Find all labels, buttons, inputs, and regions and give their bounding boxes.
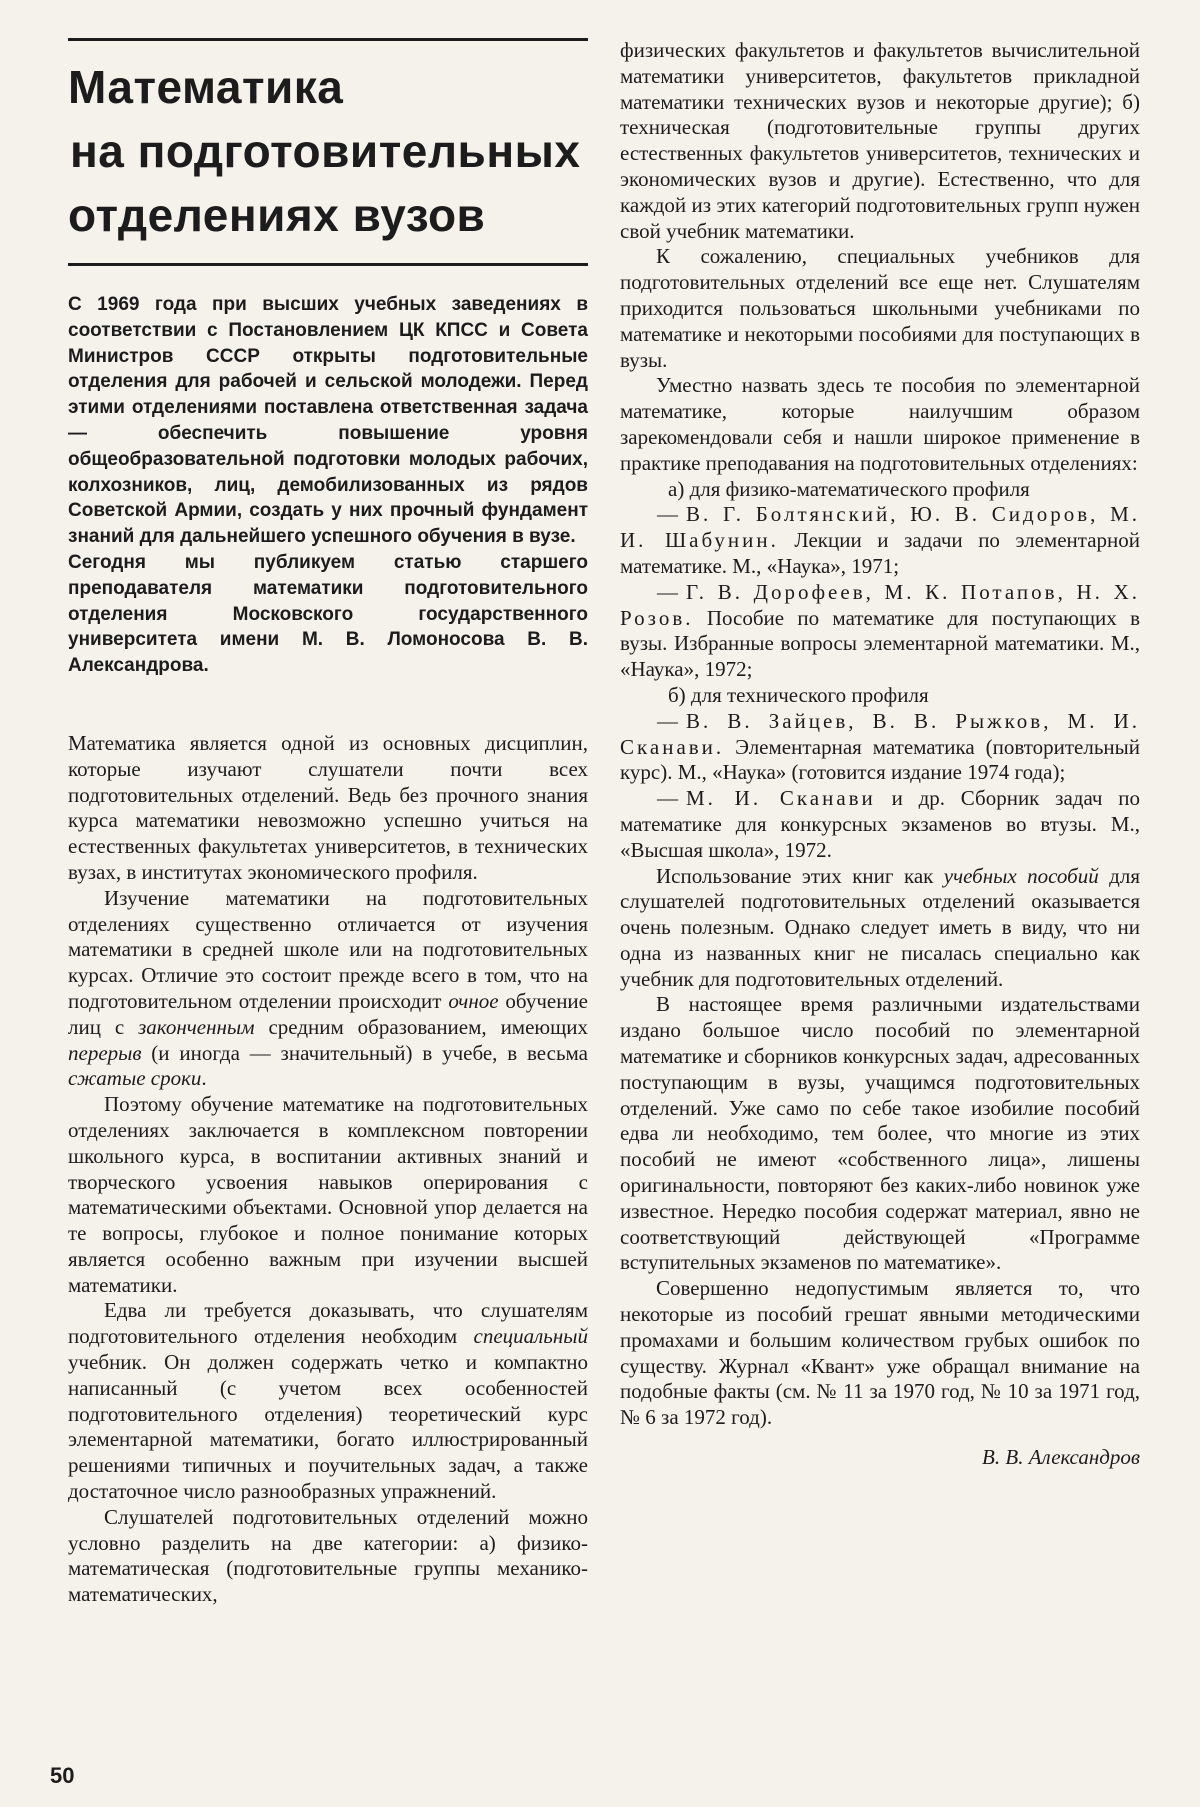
- book-entry-1: [620, 502, 1140, 579]
- right-paragraph-6: Совершенно недопустимым является то, что некоторые из пособий грешат явными методическими промахами и большим количеством грубых ошибок по существу. Журнал «Квант» уже обращал внимание на подобные факты (см. № 11 за 1970 год, № 10 за 1971 год, № 6 за 1972 год).: [620, 1276, 1140, 1430]
- right-column: [620, 38, 1140, 1470]
- book-entry-3: [620, 709, 1140, 786]
- text-run: обучение лиц с: [68, 988, 588, 1039]
- title-line-2: на подготовительных: [70, 125, 581, 177]
- dash: —: [657, 579, 678, 604]
- right-body-text: [620, 38, 1140, 1431]
- left-column: [68, 38, 588, 1608]
- title-bottom-rule: [68, 263, 588, 266]
- emphasis: очное: [448, 988, 499, 1013]
- dash: —: [657, 708, 678, 733]
- author-signature: В. В. Александров: [982, 1445, 1140, 1470]
- right-paragraph-2: К сожалению, специальных учебников для подготовительных отделений все еще нет. Слушателям приходится пользоваться школьными учебниками по математике и некоторыми пособиями для поступающих в вузы.: [620, 244, 1140, 372]
- text-run: учебник. Он должен содержать четко и компактно написанный (с учетом всех особенностей подготовительного отделения) теоретический курс элементарной математики, богато иллюстрированный решениями типичных и поучительных задач, а также достаточное число разнообразных упражнений.: [68, 1350, 588, 1504]
- left-paragraph-4: [68, 1298, 588, 1504]
- book-title: и др. Сборник задач по математике для конкурсных экзаменов во втузы. М., «Высшая школа», 1972.: [620, 786, 1140, 862]
- category-b-heading: б) для технического профиля: [668, 682, 929, 707]
- book-title: Элементарная математика (повторительный курс). М., «Наука» (готовится издание 1974 года);: [620, 734, 1141, 785]
- right-paragraph-4: [620, 864, 1140, 993]
- article-lead: [68, 292, 588, 679]
- title-top-rule: [68, 38, 588, 41]
- emphasis: учебных пособий: [943, 863, 1099, 888]
- emphasis: специальный: [473, 1324, 588, 1349]
- lead-paragraph-1: С 1969 года при высших учебных заведениях в соответствии с Постановлением ЦК КПСС и Совета Министров СССР открыты подготовительные отделения для рабочей и сельской молодежи. Перед этими отделениями поставлена ответственная задача — обеспечить повышение уровня общеобразовательной подготовки молодых рабочих, колхозников, лиц, демобилизованных из рядов Советской Армии, создать у них прочный фундамент знаний для дальнейшего успешного обучения в вузе.: [68, 294, 588, 548]
- book-authors: М. И. Сканави: [686, 786, 876, 811]
- title-line-3: отделениях вузов: [68, 189, 486, 241]
- book-entry-4: [620, 786, 1140, 863]
- book-title: Пособие по математике для поступающих в вузы. Избранные вопросы элементарной математики. М., «Наука», 1972;: [620, 605, 1140, 682]
- dash: —: [657, 502, 678, 527]
- text-run: .: [201, 1066, 207, 1091]
- emphasis: перерыв: [68, 1040, 142, 1065]
- right-paragraph-3: Уместно назвать здесь те пособия по элементарной математике, которые наилучшим образом зарекомендовали себя и нашли широкое применение в практике преподавания на подготовительных отделениях:: [620, 373, 1140, 475]
- dash: —: [657, 786, 678, 811]
- emphasis: сжатые сроки: [68, 1066, 202, 1091]
- text-run: Использование этих книг как: [656, 863, 944, 888]
- page-number: 50: [50, 1763, 75, 1788]
- left-body-text: [68, 731, 588, 1608]
- title-line-1: Математика: [68, 61, 344, 113]
- emphasis: законченным: [138, 1014, 255, 1039]
- right-paragraph-1: физических факультетов и факультетов вычислительной математики университетов, факультетов прикладной математики технических вузов и некоторые другие); б) техническая (подготовительные группы других естественных факультетов университетов, технических и экономических вузов и другие). Естественно, что для каждой из этих категорий подготовительных групп нужен свой учебник математики.: [620, 38, 1140, 243]
- left-paragraph-1: Математика является одной из основных дисциплин, которые изучают слушатели почти всех подготовительных отделений. Ведь без прочного знания курса математики невозможно успешно учиться на естественных факультетах университетов, в технических вузах, в институтах экономического профиля.: [68, 730, 588, 884]
- lead-paragraph-2: Сегодня мы публикуем статью старшего преподавателя математики подготовительного отделения Московского государственного университета имени М. В. Ломоносова В. В. Александрова.: [68, 551, 588, 677]
- book-entry-2: [620, 580, 1140, 683]
- left-paragraph-5: Слушателей подготовительных отделений можно условно разделить на две категории: а) физико-математическая (подготовительные группы механико-математических,: [68, 1504, 588, 1607]
- category-a-heading: а) для физико-математического профиля: [668, 476, 1030, 501]
- left-paragraph-3: Поэтому обучение математике на подготовительных отделениях заключается в комплексном повторении школьного курса, в воспитании активных знаний и творческого усвоения навыков оперирования с математическими объектами. Основной упор делается на те вопросы, глубокое и полное понимание которых является особенно важным при изучении высшей математики.: [68, 1092, 588, 1297]
- text-run: средним образованием, имеющих: [254, 1014, 589, 1039]
- text-run: (и иногда — значительный) в учебе, в весьма: [141, 1040, 588, 1065]
- text-run: Изучение математики на подготовительных отделениях существенно отличается от изучения математики в средней школе или на подготовительных курсах. Отличие это состоит прежде всего в том, что на подготовительном отделении происходит: [68, 885, 588, 1013]
- text-run: для слушателей подготовительных отделений оказывается очень полезным. Однако следует иметь в виду, что ни одна из названных книг не писалась специально как учебник для подготовительных отделений.: [620, 863, 1140, 991]
- left-paragraph-2: [68, 886, 588, 1092]
- right-paragraph-5: В настоящее время различными издательствами издано большое число пособий по элементарной математике и сборников конкурсных задач, адресованных поступающим в вузы, учащимся подготовительных отделений. Уже само по себе такое изобилие пособий едва ли необходимо, тем более, что многие из этих пособий не имеют «собственного лица», лишены оригинальности, повторяют без каких-либо новинок уже известное. Нередко пособия содержат материал, явно не соответствующий действующей «Программе вступительных экзаменов по математике».: [620, 992, 1140, 1275]
- book-authors: Г. В. Дорофеев, М. К. Потапов, Н. Х. Розов.: [620, 579, 1140, 630]
- book-title: Лекции и задачи по элементарной математике. М., «Наука», 1971;: [620, 528, 1140, 578]
- book-authors: В. Г. Болтянский, Ю. В. Сидоров, М. И. Шабунин.: [620, 502, 1140, 553]
- text-run: Едва ли требуется доказывать, что слушателям подготовительного отделения необходим: [68, 1298, 588, 1349]
- book-authors: В. В. Зайцев, В. В. Рыжков, М. И. Сканави.: [620, 708, 1140, 759]
- article-title: [68, 55, 588, 247]
